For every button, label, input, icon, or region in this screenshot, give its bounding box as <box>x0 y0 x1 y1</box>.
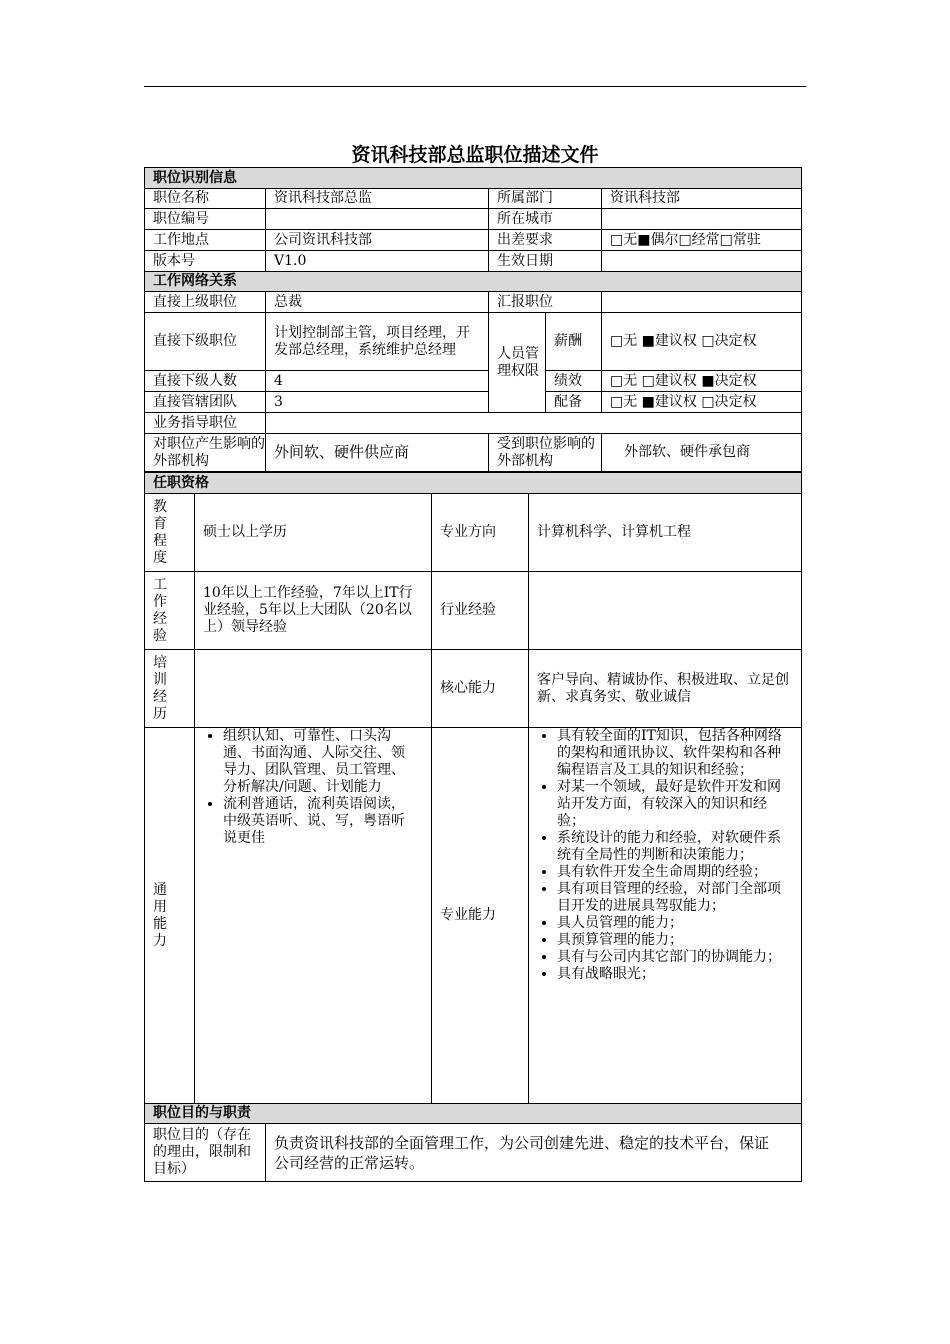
travel-value: □无■偶尔□经常□常驻 <box>602 230 802 251</box>
external-affected-label: 受到职位影响的外部机构 <box>489 434 602 472</box>
position-code-label: 职位编号 <box>145 209 266 230</box>
education-label: 教育程度 <box>145 494 195 572</box>
experience-value: 10年以上工作经验，7年以上IT行业经验，5年以上大团队（20名以上）领导经验 <box>195 572 432 650</box>
professional-item: • 具有较全面的IT知识，包括各种网络的架构和通讯协议、软件架构和各种编程语言及工具的知识和经验； <box>557 728 793 779</box>
general-competency-label: 通用能力 <box>145 728 195 1104</box>
purpose-table <box>144 1103 802 1182</box>
report-position-value <box>602 292 802 313</box>
general-competency-cell <box>195 728 432 1104</box>
performance-label: 绩效 <box>546 371 602 392</box>
work-location-label: 工作地点 <box>145 230 266 251</box>
core-competency-label: 核心能力 <box>432 650 529 728</box>
experience-label: 工作经验 <box>145 572 195 650</box>
professional-item: • 对某一个领域，最好是软件开发和网站开发方面，有较深入的知识和经验； <box>557 779 793 830</box>
authority-label: 人员管理权限 <box>489 313 546 413</box>
effective-date-value <box>602 251 802 272</box>
guidance-label: 业务指导职位 <box>145 413 266 434</box>
staffing-value: □无 ■建议权 □决定权 <box>602 392 802 413</box>
section-header-identification: 职位识别信息 <box>145 168 802 189</box>
effective-date-label: 生效日期 <box>489 251 602 272</box>
general-competency-list <box>195 728 409 847</box>
guidance-value <box>266 413 802 434</box>
general-item: • 流利普通话，流利英语阅读，中级英语听、说、写，粤语听说更佳 <box>223 796 409 847</box>
pay-label: 薪酬 <box>546 313 602 371</box>
major-label: 专业方向 <box>432 494 529 572</box>
team-value: 3 <box>266 392 489 413</box>
professional-item: • 具有与公司内其它部门的协调能力； <box>557 949 793 966</box>
position-code-value <box>266 209 489 230</box>
department-label: 所属部门 <box>489 189 602 209</box>
version-value: V1.0 <box>266 251 489 272</box>
work-location-value: 公司资讯科技部 <box>266 230 489 251</box>
page-title: 资讯科技部总监职位描述文件 <box>351 144 599 166</box>
professional-item: • 具有软件开发全生命周期的经验； <box>557 864 793 881</box>
professional-item: • 具人员管理的能力； <box>557 915 793 932</box>
external-affected-value: 外部软、硬件承包商 <box>602 434 802 472</box>
professional-item: • 具有战略眼光； <box>557 966 793 983</box>
industry-label: 行业经验 <box>432 572 529 650</box>
training-value <box>195 650 432 728</box>
subordinate-value: 计划控制部主管，项目经理，开发部总经理，系统维护总经理 <box>266 313 489 371</box>
external-influencer-label: 对职位产生影响的外部机构 <box>145 434 266 472</box>
professional-item: • 系统设计的能力和经验，对软硬件系统有全局性的判断和决策能力； <box>557 830 793 864</box>
identification-network-table <box>144 167 802 472</box>
training-label: 培训经历 <box>145 650 195 728</box>
professional-item: • 具有项目管理的经验，对部门全部项目开发的进展具驾驭能力； <box>557 881 793 915</box>
superior-value: 总裁 <box>266 292 489 313</box>
version-label: 版本号 <box>145 251 266 272</box>
industry-value <box>529 572 802 650</box>
header-rule <box>144 86 806 87</box>
team-label: 直接管辖团队 <box>145 392 266 413</box>
core-competency-value: 客户导向、精诚协作、积极进取、立足创新、求真务实、敬业诚信 <box>529 650 802 728</box>
travel-label: 出差要求 <box>489 230 602 251</box>
section-header-purpose: 职位目的与职责 <box>145 1104 802 1124</box>
department-value: 资讯科技部 <box>602 189 802 209</box>
report-position-label: 汇报职位 <box>489 292 602 313</box>
professional-competency-label: 专业能力 <box>432 728 529 1104</box>
professional-competency-list <box>529 728 793 983</box>
subordinate-count-label: 直接下级人数 <box>145 371 266 392</box>
general-item: • 组织认知、可靠性、口头沟通、书面沟通、人际交往、领导力、团队管理、员工管理、分析解决/问题、计划能力 <box>223 728 409 796</box>
position-name-label: 职位名称 <box>145 189 266 209</box>
education-value: 硕士以上学历 <box>195 494 432 572</box>
section-header-network: 工作网络关系 <box>145 272 802 292</box>
city-label: 所在城市 <box>489 209 602 230</box>
purpose-value: 负责资讯科技部的全面管理工作，为公司创建先进、稳定的技术平台，保证公司经营的正常运转。 <box>266 1124 802 1182</box>
superior-label: 直接上级职位 <box>145 292 266 313</box>
qualification-table <box>144 472 802 1104</box>
section-header-qualification: 任职资格 <box>145 473 802 494</box>
subordinate-count-value: 4 <box>266 371 489 392</box>
position-name-value: 资讯科技部总监 <box>266 189 489 209</box>
pay-value: □无 ■建议权 □决定权 <box>602 313 802 371</box>
professional-competency-cell <box>529 728 802 1104</box>
staffing-label: 配备 <box>546 392 602 413</box>
external-influencer-value: 外间软、硬件供应商 <box>266 434 489 472</box>
professional-item: • 具预算管理的能力； <box>557 932 793 949</box>
city-value <box>602 209 802 230</box>
major-value: 计算机科学、计算机工程 <box>529 494 802 572</box>
purpose-label: 职位目的（存在的理由，限制和目标） <box>145 1124 266 1182</box>
subordinate-label: 直接下级职位 <box>145 313 266 371</box>
performance-value: □无 □建议权 ■决定权 <box>602 371 802 392</box>
